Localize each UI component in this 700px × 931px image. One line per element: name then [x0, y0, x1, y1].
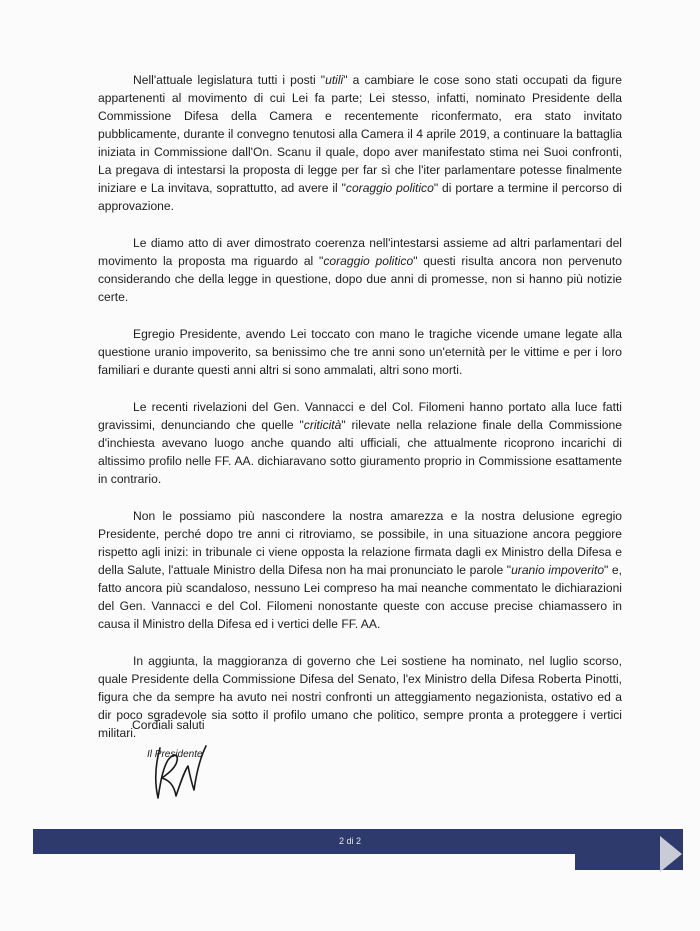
italic-phrase: utili	[325, 73, 344, 87]
italic-phrase: coraggio politico	[323, 254, 414, 268]
paragraph-3	[98, 325, 622, 379]
letter-body	[98, 71, 622, 761]
text-run: Egregio Presidente, avendo Lei toccato con mano le tragiche vicende umane legate alla questione uranio impoverito, sa benissimo che tre anni sono un'eternità per le vittime e per i loro familiari e durante questi anni altri si sono ammalati, altri sono morti.	[98, 327, 622, 377]
italic-phrase: uranio impoverito	[511, 563, 605, 577]
text-run: Non le possiamo più nascondere la nostra amarezza e la nostra delusione egregio Presidente, perché dopo tre anni ci ritroviamo, se possibile, in una situazione ancora peggiore rispetto agli inizi: in tribunale ci viene opposta la relazione firmata dagli ex Ministro della Difesa e della Salute, l'attuale Ministro della Difesa non ha mai pronunciato le parole "	[98, 509, 622, 577]
text-run: In aggiunta, la maggioranza di governo che Lei sostiene ha nominato, nel luglio scorso, quale Presidente della Commissione Difesa del Senato, l'ex Ministro della Difesa Roberta Pinotti, figura che da sempre ha avuto nei nostri confronti un atteggiamento negazionista, ostativo ed a dir poco sgradevole sia sotto il profilo umano che politico, sempre pronta a proteggere i vertici militari.	[98, 654, 622, 740]
text-run: " a cambiare le cose sono stati occupati da figure appartenenti al movimento di cui Lei fa parte; Lei stesso, infatti, nominato Presidente della Commissione Difesa della Camera e recentemente riconfermato, era stato invitato pubblicamente, durante il convegno tenutosi alla Camera il 4 aprile 2019, a continuare la battaglia iniziata in Commissione dall'On. Scanu il quale, dopo aver manifestato stima nei Suoi confronti, La pregava di intestarsi la proposta di legge per far sì che l'iter parlamentare potesse finalmente iniziare e La invitava, soprattutto, ad avere il "	[98, 73, 622, 195]
text-run: Nell'attuale legislatura tutti i posti "	[133, 73, 326, 87]
text-run: Le diamo atto di aver dimostrato coerenza nell'intestarsi assieme ad altri parlamentari del movimento la proposta ma riguardo al "	[98, 236, 622, 268]
text-run: " questi risulta ancora non pervenuto considerando che della legge in questione, dopo due anni di promesse, non si hanno più notizie certe.	[98, 254, 622, 304]
text-run: " rilevate nella relazione finale della Commissione d'inchiesta avevano luogo anche quando alti ufficiali, che attualmente ricoprono incarichi di altissimo profilo nelle FF. AA. dichiaravano sotto giuramento proprio in Commissione esattamente in contrario.	[98, 418, 622, 486]
paragraph-1	[98, 71, 622, 215]
text-run: " e, fatto ancora più scandaloso, nessuno Lei compreso ha mai neanche commentato le dichiarazioni del Gen. Vannacci e del Col. Filomeni nonostante queste con accuse precise chiamassero in causa il Ministro della Difesa ed i vertici delle FF. AA.	[98, 563, 622, 631]
signer-title: Il Presidente	[147, 749, 203, 760]
paragraph-5	[98, 507, 622, 633]
closing-salutation: Cordiali saluti	[132, 718, 205, 732]
italic-phrase: coraggio politico	[345, 181, 434, 195]
page-number: 2 di 2	[338, 836, 362, 846]
italic-phrase: criticità	[303, 418, 342, 432]
handwritten-signature	[150, 740, 210, 804]
text-run: " di portare a termine il percorso di approvazione.	[98, 181, 622, 213]
text-run: Le recenti rivelazioni del Gen. Vannacci e del Col. Filomeni hanno portato alla luce fatti gravissimi, denunciando che quelle "	[98, 400, 622, 432]
paragraph-4	[98, 398, 622, 488]
paragraph-2	[98, 234, 622, 306]
